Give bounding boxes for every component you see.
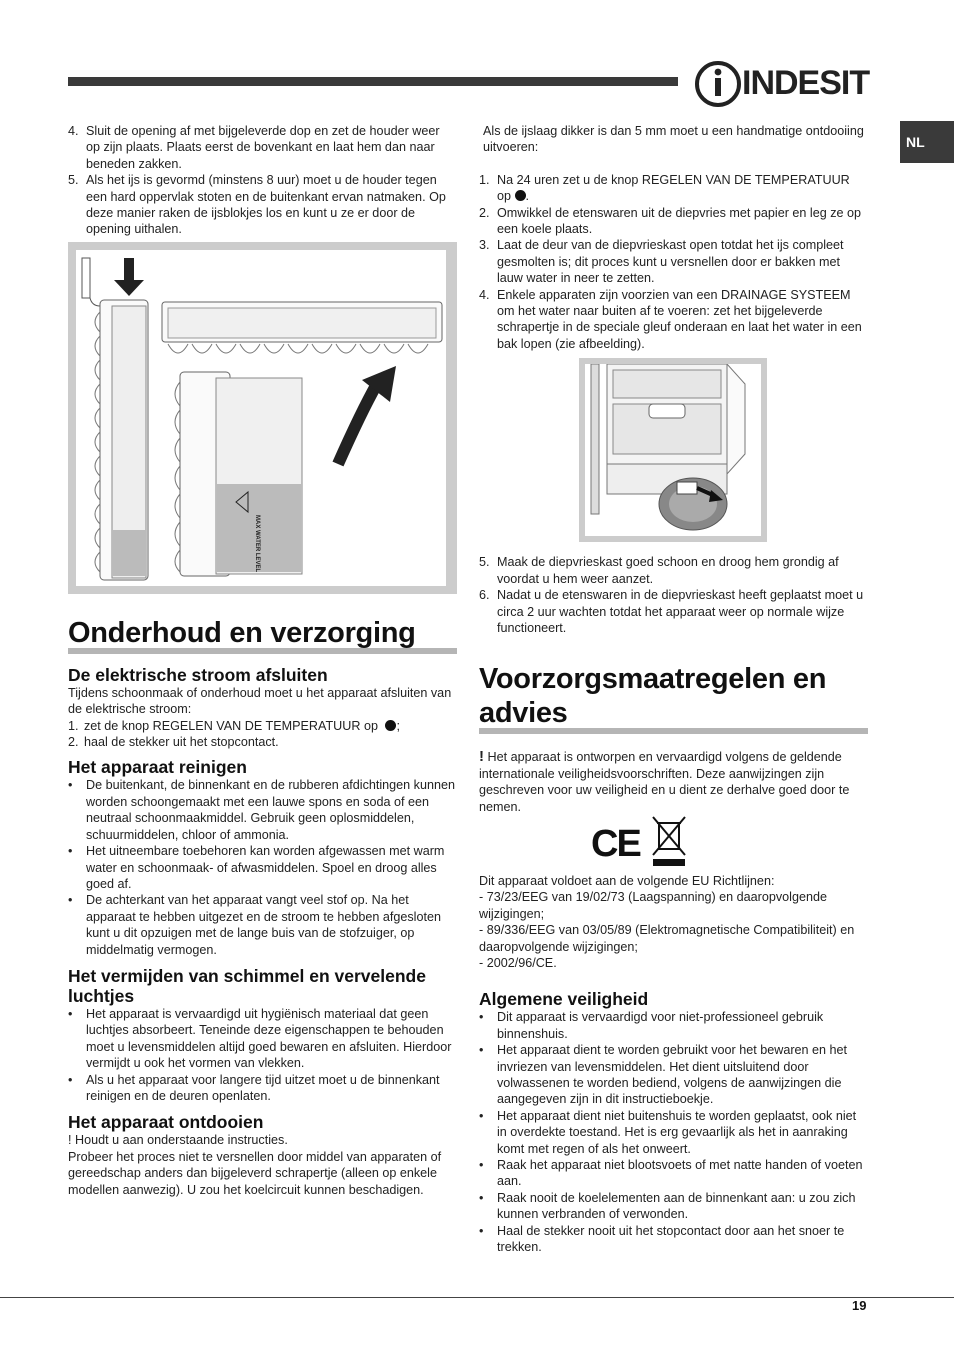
defrost-intro: Als de ijslaag dikker is dan 5 mm moet u een handmatige ontdooiing uitvoeren:	[483, 124, 864, 155]
warning-text: ! Het apparaat is ontworpen en vervaardigd volgens de geldende internationale veiligheidsvoorschriften. Deze aanwijzingen zijn geschreven voor uw veiligheid en u dient ze derhalve goed door te nemen.	[479, 748, 850, 814]
footer-rule	[0, 1297, 954, 1298]
list-item: • Raak nooit de koelelementen aan de binnenkant aan: u zou zich kunnen verbranden of verwonden.	[479, 1190, 856, 1222]
drainage-illustration	[585, 364, 761, 536]
maintenance-heading: Onderhoud en verzorging	[68, 616, 416, 649]
intro-list	[68, 123, 457, 238]
list-item: • Het apparaat dient te worden gebruikt voor het bewaren en het invriezen van levensmiddelen. Het dient uitsluitend door volwassenen te worden bediend, volgens de aanwijzingen die aangegeven zijn in dit instructieboekje.	[479, 1043, 848, 1107]
left-column	[68, 123, 457, 1198]
list-item: • Het uitneembare toebehoren kan worden afgewassen met warm water en schoonmaak- of afwasmiddelen. Spoel en droog alles goed af.	[68, 844, 445, 891]
right-column	[479, 123, 868, 1255]
list-item: • Het apparaat is vervaardigd uit hygiënisch materiaal dat geen luchtjes absorbeert. Teneinde deze eigenschappen te behouden moet u levensmiddelen altijd goed bewaren en afsluiten. Hierdoor vermijdt u ook het vormen van vlekken.	[68, 1006, 452, 1071]
language-tab: NL	[900, 121, 954, 163]
section-title-cleaning: Het apparaat reinigen	[68, 757, 247, 778]
ice-tray-figure	[68, 242, 457, 594]
list-item: 1. Na 24 uren zet u de knop REGELEN VAN DE TEMPERATUUR op .	[479, 172, 850, 204]
brand-name: INDESIT	[742, 64, 870, 102]
section-title-defrost: Het apparaat ontdooien	[68, 1112, 264, 1133]
list-item: • Als u het apparaat voor langere tijd uitzet moet u de binnenkant reinigen en de deuren openlaten.	[68, 1072, 440, 1103]
list-item: 5. Maak de diepvrieskast goed schoon en droog hem grondig af voordat u hem weer aanzet.	[479, 555, 839, 586]
list-item: 6. Nadat u de etenswaren in de diepvrieskast heeft geplaatst moet u circa 2 uur wachten totdat het apparaat weer op normale wijze functioneert.	[479, 588, 864, 635]
section-title-safety: Algemene veiligheid	[479, 989, 649, 1010]
weee-bin-icon	[649, 813, 689, 867]
list-item: 2. Omwikkel de etenswaren uit de diepvries met papier en leg ze op een koele plaats.	[479, 205, 862, 237]
list-item: 2. haal de stekker uit het stopcontact.	[68, 735, 279, 750]
list-item: • Dit apparaat is vervaardigd voor niet-professioneel gebruik binnenshuis.	[479, 1010, 824, 1041]
max-water-level-label: MAX WATER LEVEL	[254, 514, 260, 573]
list-item: • Haal de stekker nooit uit het stopcontact door aan het snoer te trekken.	[479, 1223, 845, 1255]
safety-list	[479, 1009, 868, 1255]
header-bar	[68, 77, 678, 86]
list-item: 3. Laat de deur van de diepvrieskast open totdat het ijs compleet gesmolten is; dit proces kunt u versnellen door er bakken met lauw water in neer te zetten.	[479, 238, 844, 286]
eu-item: - 73/23/EEG van 19/02/73 (Laagspanning) en daaropvolgende wijzigingen;	[479, 890, 827, 921]
list-item: • Het apparaat dient niet buitenshuis te worden geplaatst, ook niet in overdekte toestand. Het is erg gevaarlijk als het in aanraking komt met regen of als het onweert.	[479, 1108, 857, 1156]
certification-marks	[591, 821, 868, 867]
list-item: • De achterkant van het apparaat vangt veel stof op. Na het apparaat te hebben uitgezet en de stroom te hebben afgesloten kunt u dit opzuigen met de lange buis van de stofzuiger, op middelmatig vermogen.	[68, 893, 441, 957]
list-item: • De buitenkant, de binnenkant en de rubberen afdichtingen kunnen worden schoongemaakt met een lauwe spons en soda of een neutraal schoonmaakmiddel. Gebruik geen oplosmiddelen, schuurmiddelen, chloor of ammonia.	[68, 778, 456, 842]
list-item: • Raak het apparaat niet blootsvoets of met natte handen of voeten aan.	[479, 1158, 863, 1189]
section-text: Probeer het proces niet te versnellen door middel van apparaten of gereedschap anders dan bijgeleverd schrapertje (alleen op enkele modellen aanwezig). U zou het koelcircuit kunnen beschadigen.	[68, 1149, 442, 1197]
section-title-mould: Het vermijden van schimmel en vervelende luchtjes	[68, 965, 426, 1006]
drainage-figure	[579, 358, 767, 542]
list-item: 4. Sluit de opening af met bijgeleverde dop en zet de houder weer op zijn plaats. Plaats eerst de bovenkant en laat hem dan naar beneden zakken.	[68, 124, 440, 171]
warning-mark: !	[479, 748, 484, 766]
knob-dot-icon	[515, 190, 526, 201]
section-text: Tijdens schoonmaak of onderhoud moet u het apparaat afsluiten van de elektrische stroom:	[68, 685, 452, 717]
section-title-power: De elektrische stroom afsluiten	[68, 664, 328, 685]
power-steps	[68, 718, 457, 751]
list-item: 4. Enkele apparaten zijn voorzien van een DRAINAGE SYSTEEM om het water naar buiten af te voeren: zet het bijgeleverde schrapertje in de speciale gleuf onderaan en laat het water in een bak lopen (zie afbeelding).	[479, 287, 862, 351]
eu-intro: Dit apparaat voldoet aan de volgende EU Richtlijnen:	[479, 873, 775, 888]
precautions-heading: Voorzorgsmaatregelen en advies	[479, 663, 827, 730]
page-number: 19	[852, 1298, 867, 1313]
defrost-steps-2	[479, 554, 868, 636]
list-item: 1. zet de knop REGELEN VAN DE TEMPERATUUR op ;	[68, 718, 400, 733]
ice-tray-illustration	[76, 250, 446, 586]
mould-list	[68, 1006, 457, 1104]
knob-dot-icon	[385, 720, 396, 731]
cleaning-list	[68, 777, 457, 957]
defrost-steps	[479, 172, 868, 352]
eu-item: - 2002/96/CE.	[479, 955, 557, 970]
list-item: 5. Als het ijs is gevormd (minstens 8 uur) moet u de houder tegen een hard oppervlak stoten en de buitenkant ervan natmaken. Op deze manier raken de ijsblokjes los en kunt u ze er door de opening uithalen.	[68, 173, 446, 237]
eu-item: - 89/336/EEG van 03/05/89 (Elektromagnetische Compatibiliteit) en daaropvolgende wijzigingen;	[479, 923, 855, 954]
ce-mark-icon: CE	[591, 822, 640, 865]
section-text: ! Houdt u aan onderstaande instructies.	[68, 1133, 288, 1148]
